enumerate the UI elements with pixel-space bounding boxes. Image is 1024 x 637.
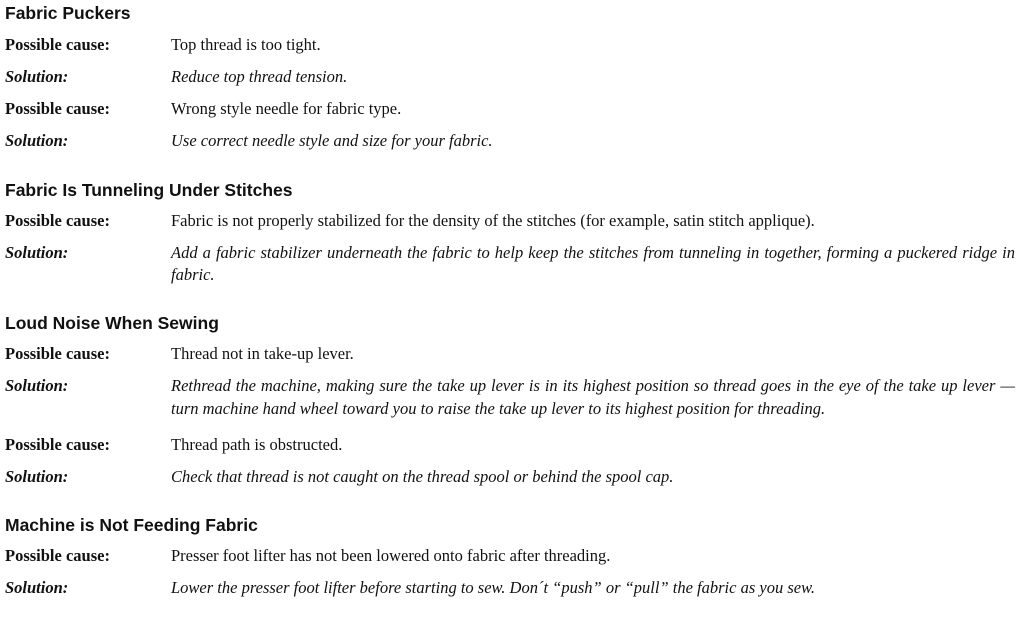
solution-row xyxy=(5,375,1015,420)
possible-cause-text: Thread not in take-up lever. xyxy=(171,343,354,363)
solution-text: Lower the presser foot lifter before starting to sew. Don´t “push” or “pull” the fabric as you sew. xyxy=(171,577,815,597)
solution-row xyxy=(5,242,1015,287)
possible-cause-row xyxy=(5,434,1015,457)
possible-cause-row xyxy=(5,210,1015,233)
possible-cause-text: Top thread is too tight. xyxy=(171,35,321,54)
solution-text: Reduce top thread tension. xyxy=(171,67,348,86)
possible-cause-label: Possible cause: xyxy=(5,435,110,454)
possible-cause-text: Wrong style needle for fabric type. xyxy=(171,99,402,118)
solution-label: Solution: xyxy=(5,131,69,150)
possible-cause-row xyxy=(5,545,1015,568)
section-title: Loud Noise When Sewing xyxy=(5,312,219,333)
solution-label: Solution: xyxy=(5,467,69,486)
solution-label: Solution: xyxy=(5,577,69,597)
possible-cause-text: Thread path is obstructed. xyxy=(171,435,343,454)
section-fabric-puckers xyxy=(5,2,1015,153)
section-title: Machine is Not Feeding Fabric xyxy=(5,514,258,535)
possible-cause-label: Possible cause: xyxy=(5,210,110,230)
solution-text: Rethread the machine, making sure the take up lever is in its highest position so thread goes in the eye of the take up lever — turn machine hand wheel toward you to raise the take up lever to its highest position for threading. xyxy=(171,376,1015,418)
possible-cause-row xyxy=(5,34,1015,57)
possible-cause-row xyxy=(5,98,1015,121)
solution-row xyxy=(5,577,1015,600)
section-fabric-tunneling xyxy=(5,179,1015,287)
solution-label: Solution: xyxy=(5,242,69,262)
solution-row xyxy=(5,466,1015,489)
solution-text: Check that thread is not caught on the thread spool or behind the spool cap. xyxy=(171,467,674,486)
solution-row xyxy=(5,66,1015,89)
solution-row xyxy=(5,130,1015,153)
possible-cause-label: Possible cause: xyxy=(5,35,110,54)
section-title: Fabric Is Tunneling Under Stitches xyxy=(5,179,293,200)
solution-text: Use correct needle style and size for your fabric. xyxy=(171,131,493,150)
troubleshooting-document xyxy=(5,0,1015,599)
possible-cause-label: Possible cause: xyxy=(5,343,110,363)
solution-text: Add a fabric stabilizer underneath the fabric to help keep the stitches from tunneling in together, forming a puckered ridge in fabric. xyxy=(171,242,1015,284)
possible-cause-text: Presser foot lifter has not been lowered onto fabric after threading. xyxy=(171,545,611,565)
possible-cause-label: Possible cause: xyxy=(5,99,110,118)
section-not-feeding xyxy=(5,514,1015,600)
possible-cause-text: Fabric is not properly stabilized for the density of the stitches (for example, satin stitch applique). xyxy=(171,210,815,230)
possible-cause-row xyxy=(5,343,1015,366)
section-loud-noise xyxy=(5,312,1015,489)
possible-cause-label: Possible cause: xyxy=(5,545,110,565)
solution-label: Solution: xyxy=(5,376,69,395)
solution-label: Solution: xyxy=(5,67,69,86)
section-title: Fabric Puckers xyxy=(5,3,131,23)
